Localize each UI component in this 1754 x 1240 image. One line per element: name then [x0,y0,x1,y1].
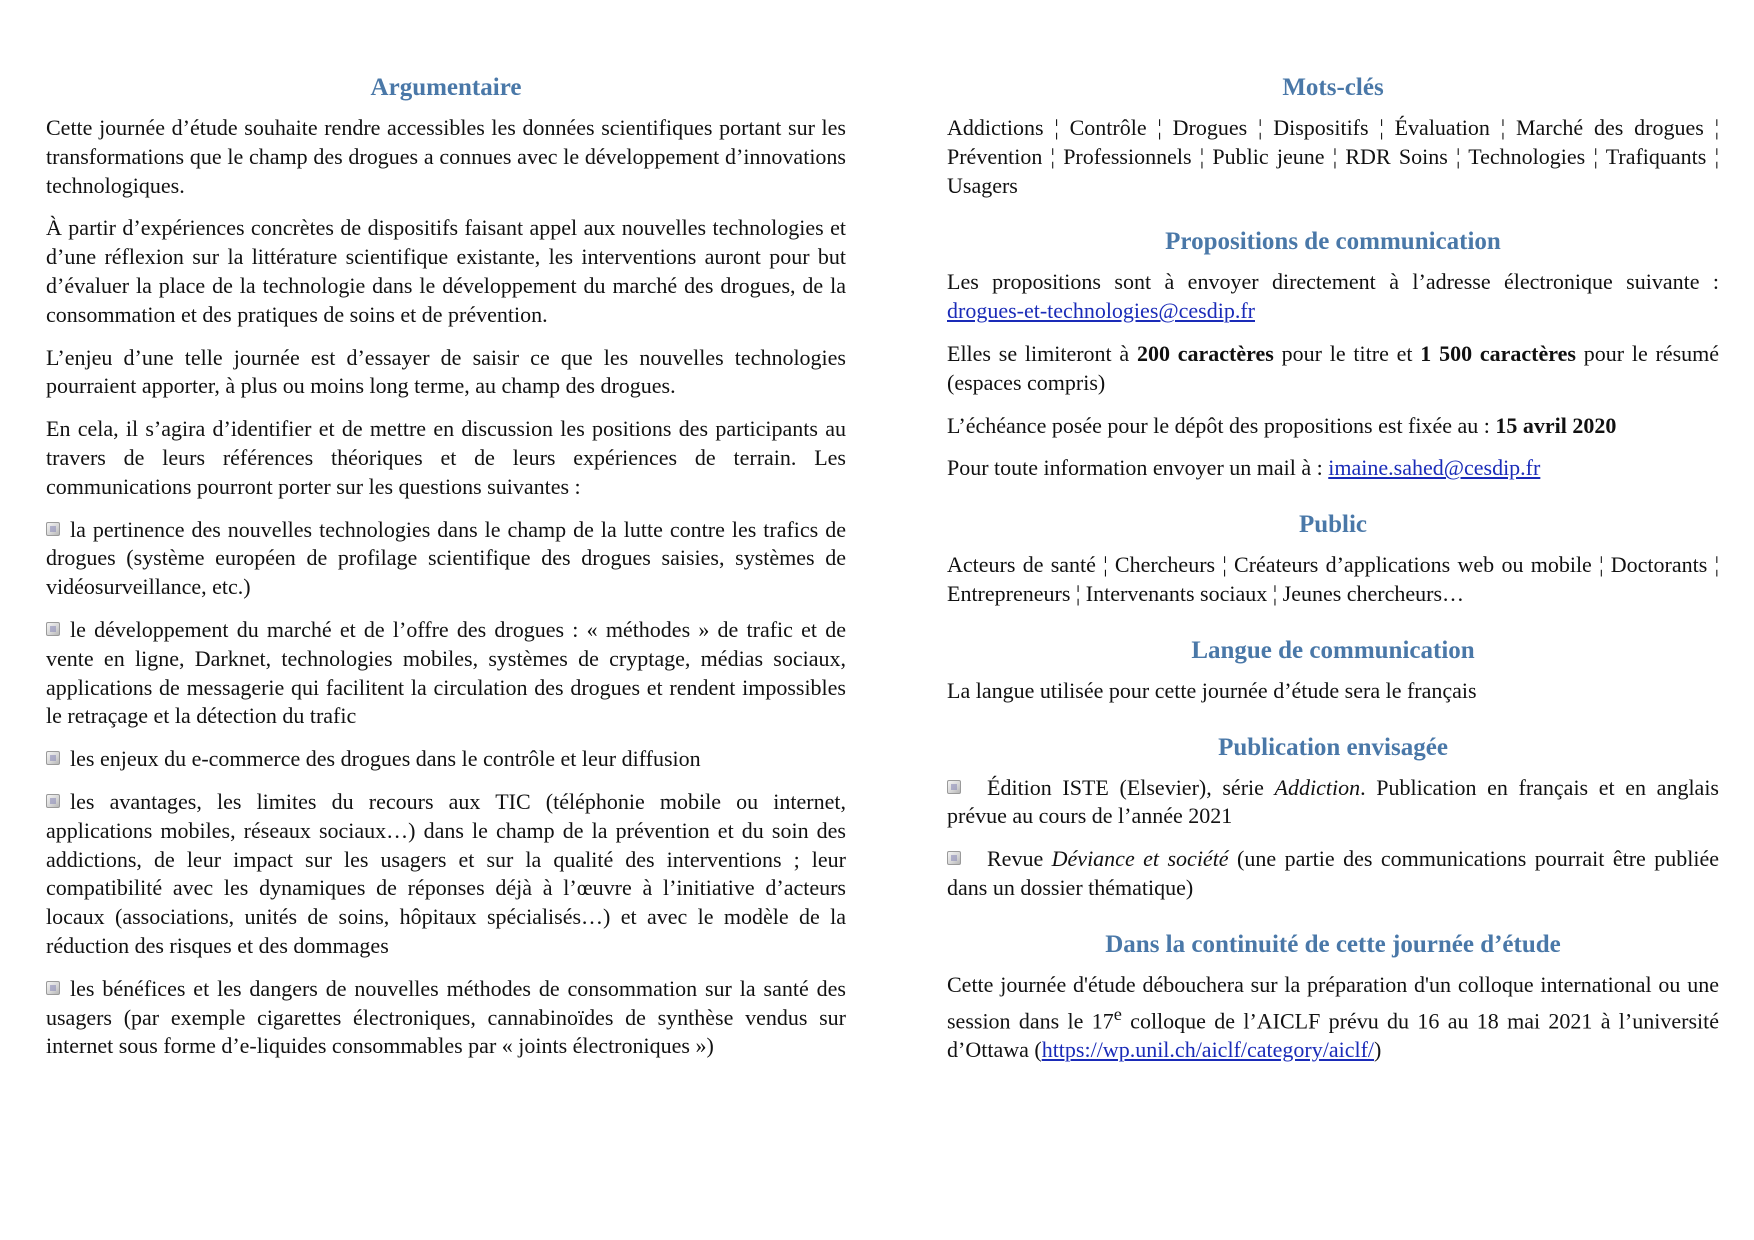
publication-bullet-1 [947,774,1719,832]
argumentaire-heading: Argumentaire [370,74,522,101]
propositions-paragraph-3 [947,412,1719,441]
bullet-icon [46,622,60,636]
aiclf-link[interactable]: https://wp.unil.ch/aiclf/category/aiclf/ [1041,1036,1375,1062]
propositions-paragraph-1 [947,268,1719,326]
bullet-text: la pertinence des nouvelles technologies dans le champ de la lutte contre les trafics de drogues (système européen de profilage scientifique des drogues saisies, systèmes de vidéosurveillance, etc.) [46,516,846,600]
deadline-text: L’échéance posée pour le dépôt des propositions est fixée au : [947,412,1496,438]
argumentaire-paragraph-1: Cette journée d’étude souhaite rendre accessibles les données scientifiques portant sur les transformations que le champ des drogues a connues avec le développement d’innovations technologiques. [46,115,846,198]
propositions-heading: Propositions de communication [1165,228,1501,256]
left-column [46,70,846,1075]
publication-bullet-2 [947,845,1719,903]
publication-heading: Publication envisagée [1218,733,1448,761]
propositions-paragraph-4 [947,454,1719,483]
bullet-icon [46,794,60,808]
ordinal-superscript: e [1113,1003,1122,1024]
public-list: Acteurs de santé ¦ Chercheurs ¦ Créateurs d’applications web ou mobile ¦ Doctorants ¦ Entrepreneurs ¦ Intervenants sociaux ¦ Jeunes chercheurs… [947,552,1719,606]
continuite-heading: Dans la continuité de cette journée d’étude [1105,930,1561,958]
bullet-icon [46,751,60,765]
journal-name: Déviance et société [1051,846,1229,872]
publication-text: Revue [987,846,1052,872]
langue-text: La langue utilisée pour cette journée d’étude sera le français [947,677,1477,703]
keywords-heading: Mots-clés [1282,74,1384,101]
bullet-icon [947,780,961,794]
propositions-text: Les propositions sont à envoyer directement à l’adresse électronique suivante : [947,269,1719,295]
bullet-item-1 [46,516,846,602]
continuite-text: colloque de l’AICLF prévu du 16 au 18 mai 2021 à l’université d’Ottawa ( [947,1007,1719,1062]
argumentaire-paragraph-3: L’enjeu d’une telle journée est d’essayer de saisir ce que les nouvelles technologies pourraient apporter, à plus ou moins long terme, au champ des drogues. [46,344,846,399]
langue-heading: Langue de communication [1191,636,1475,664]
series-name: Addiction [1274,774,1361,800]
bullet-icon [46,981,60,995]
contact-email-link[interactable]: imaine.sahed@cesdip.fr [1328,455,1541,481]
submission-email-link[interactable]: drogues-et-technologies@cesdip.fr [947,298,1255,324]
contact-text: Pour toute information envoyer un mail à : [947,455,1329,481]
bullet-item-4 [46,788,846,961]
bullet-item-3 [46,745,846,774]
title-limit: 200 caractères [1136,340,1274,366]
bullet-icon [46,522,60,536]
publication-text: . Publication en français et en anglais prévue au cours de l’année 2021 [947,774,1719,829]
bullet-text: le développement du marché et de l’offre des drogues : « méthodes » de trafic et de vente en ligne, Darknet, technologies mobiles, systèmes de cryptage, médias sociaux, applications de messagerie qui facilitent la circulation des drogues et rendent impossibles le retraçage et la détection du trafic [46,616,846,729]
continuite-text: Cette journée d'étude débouchera sur la préparation d'un colloque international ou une session dans le 17 [947,971,1719,1033]
argumentaire-paragraph-4: En cela, il s’agira d’identifier et de mettre en discussion les positions des participants au travers de leurs références théoriques et de leurs expériences de terrain. Les communications pourront porter sur les questions suivantes : [46,416,846,499]
bullet-text: les avantages, les limites du recours aux TIC (téléphonie mobile ou internet, applications mobiles, réseaux sociaux…) dans le champ de la prévention et du soin des addictions, de leur impact sur les usagers et sur la qualité des interventions ; leur compatibilité avec les dynamiques de réponses déjà à l’œuvre à l’initiative d’acteurs locaux (associations, unités de soins, hôpitaux spécialisés…) et avec le modèle de la réduction des risques et des dommages [46,788,846,958]
keywords-list: Addictions ¦ Contrôle ¦ Drogues ¦ Dispositifs ¦ Évaluation ¦ Marché des drogues ¦ Prévention ¦ Professionnels ¦ Public jeune ¦ RDR Soins ¦ Technologies ¦ Trafiquants ¦ Usagers [947,115,1719,198]
bullet-item-2 [46,616,846,731]
bullet-text: les enjeux du e-commerce des drogues dans le contrôle et leur diffusion [70,746,701,772]
argumentaire-paragraph-2: À partir d’expériences concrètes de dispositifs faisant appel aux nouvelles technologies et d’une réflexion sur la littérature scientifique existante, les interventions auront pour but d’évaluer la place de la technologie dans le développement du marché des drogues, de la consommation et des pratiques de soins et de prévention. [46,215,846,327]
continuite-text: ) [1374,1036,1382,1062]
limit-text: pour le titre et [1273,340,1421,366]
public-heading: Public [1298,511,1368,539]
deadline-date: 15 avril 2020 [1495,412,1617,438]
bullet-text: les bénéfices et les dangers de nouvelles méthodes de consommation sur la santé des usagers (par exemple cigarettes électroniques, cannabinoïdes de synthèse vendus sur internet sous forme d’e-liquides consommables par « joints électroniques ») [46,975,846,1059]
bullet-item-5 [46,975,846,1061]
bullet-icon [947,851,961,865]
summary-limit: 1 500 caractères [1420,340,1576,366]
limit-text: pour le résumé (espaces compris) [947,340,1720,395]
limit-text: Elles se limiteront à [947,340,1137,366]
publication-text: Édition ISTE (Elsevier), série [987,774,1275,800]
publication-text: (une partie des communications pourrait être publiée dans un dossier thématique) [947,846,1720,900]
right-column [947,70,1719,1064]
continuite-paragraph [947,971,1719,1065]
propositions-paragraph-2 [947,340,1719,398]
